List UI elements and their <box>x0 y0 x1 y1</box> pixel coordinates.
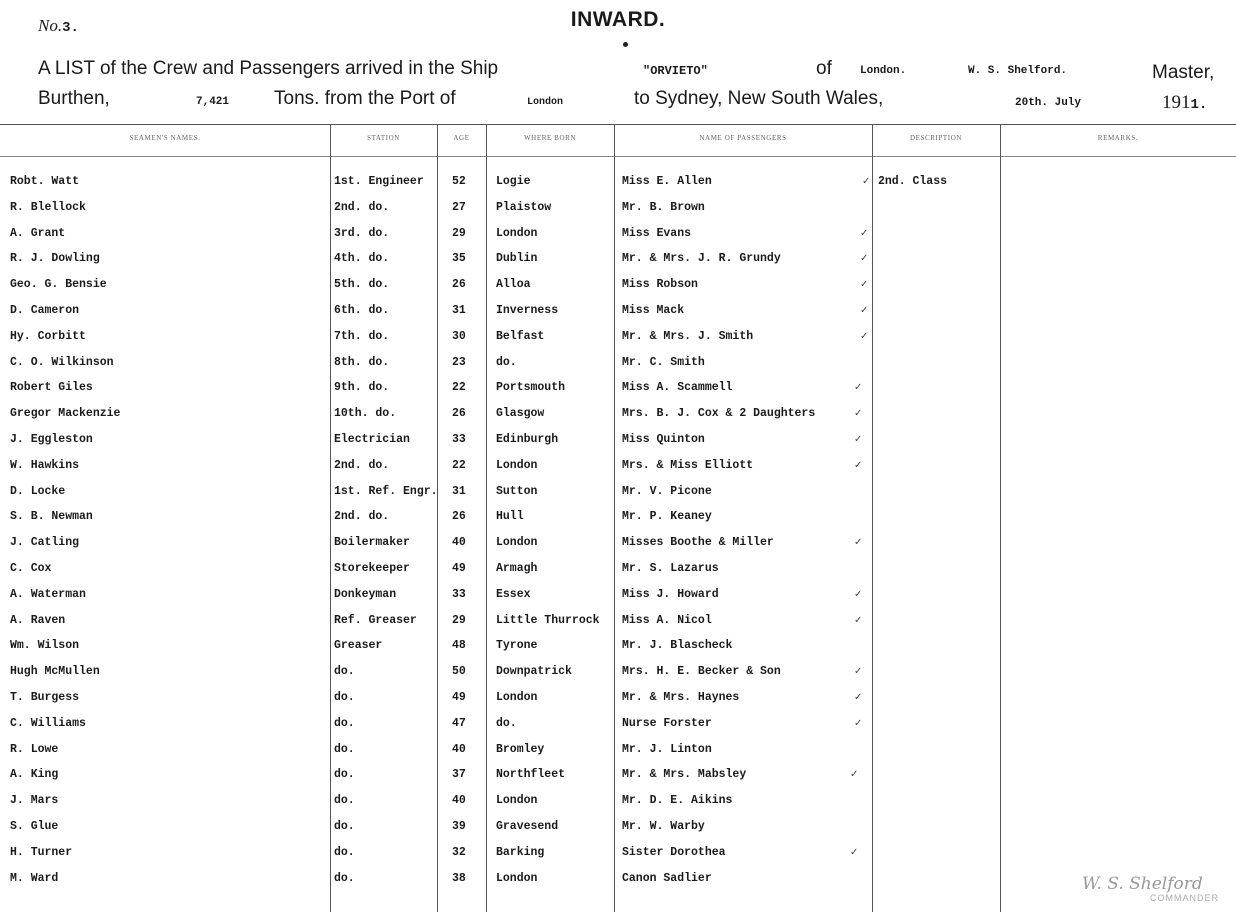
master-name: W. S. Shelford. <box>968 65 1068 77</box>
cell-station: 1st. Ref. Engr. <box>334 485 438 498</box>
checkmark-icon: ✓ <box>854 434 863 445</box>
cell-age: 23 <box>452 356 466 369</box>
cell-seaman: Hy. Corbitt <box>10 330 86 343</box>
cell-born: London <box>496 872 538 885</box>
cell-seaman: R. J. Dowling <box>10 252 100 265</box>
cell-passenger: Mr. V. Picone <box>622 485 712 498</box>
cell-station: do. <box>334 820 355 833</box>
cell-age: 35 <box>452 252 466 265</box>
cell-born: Belfast <box>496 330 545 343</box>
tonnage: 7,421 <box>196 96 230 108</box>
cell-born: London <box>496 227 538 240</box>
cell-passenger: Miss E. Allen <box>622 175 712 188</box>
cell-passenger: Mr. C. Smith <box>622 356 705 369</box>
cell-passenger: Mr. & Mrs. Haynes <box>622 691 740 704</box>
cell-station: Storekeeper <box>334 562 410 575</box>
column-header-station: STATION <box>367 134 400 142</box>
cell-seaman: R. Blellock <box>10 201 86 214</box>
master-signature-title: COMMANDER <box>1150 893 1219 903</box>
cell-passenger: Nurse Forster <box>622 717 712 730</box>
cell-passenger: Mr. D. E. Aikins <box>622 794 733 807</box>
cell-passenger: Mr. J. Blascheck <box>622 639 733 652</box>
cell-passenger: Miss Mack <box>622 304 685 317</box>
cell-seaman: D. Locke <box>10 485 66 498</box>
checkmark-icon: ✓ <box>860 228 869 239</box>
table-header-rule <box>0 156 1236 157</box>
arrival-date: 20th. July <box>1015 97 1082 109</box>
cell-station: do. <box>334 794 355 807</box>
cell-station: do. <box>334 691 355 704</box>
cell-station: 10th. do. <box>334 407 397 420</box>
cell-passenger: Miss J. Howard <box>622 588 719 601</box>
cell-passenger: Miss A. Scammell <box>622 381 733 394</box>
cell-station: 9th. do. <box>334 381 390 394</box>
checkmark-icon: ✓ <box>850 847 859 858</box>
cell-born: Plaistow <box>496 201 552 214</box>
cell-seaman: H. Turner <box>10 846 73 859</box>
column-divider <box>1000 124 1001 912</box>
cell-age: 22 <box>452 381 466 394</box>
year-prefix: 191 <box>1162 92 1191 113</box>
cell-age: 22 <box>452 459 466 472</box>
cell-seaman: A. Waterman <box>10 588 86 601</box>
cell-station: Ref. Greaser <box>334 614 417 627</box>
cell-born: Armagh <box>496 562 538 575</box>
cell-passenger: Miss Robson <box>622 278 698 291</box>
cell-seaman: C. Cox <box>10 562 52 575</box>
cell-station: do. <box>334 717 355 730</box>
column-header-remarks: REMARKS. <box>1097 134 1139 142</box>
cell-station: 1st. Engineer <box>334 175 424 188</box>
cell-age: 50 <box>452 665 466 678</box>
cell-passenger: Mr. B. Brown <box>622 201 705 214</box>
column-divider <box>330 124 331 912</box>
cell-born: do. <box>496 717 517 730</box>
cell-seaman: M. Ward <box>10 872 59 885</box>
cell-seaman: R. Lowe <box>10 743 59 756</box>
cell-station: 8th. do. <box>334 356 390 369</box>
cell-station: do. <box>334 846 355 859</box>
cell-seaman: Robert Giles <box>10 381 93 394</box>
column-header-born: WHERE BORN <box>523 134 577 142</box>
cell-age: 40 <box>452 536 466 549</box>
cell-seaman: J. Mars <box>10 794 59 807</box>
cell-seaman: Geo. G. Bensie <box>10 278 107 291</box>
cell-born: London <box>496 794 538 807</box>
checkmark-icon: ✓ <box>860 279 869 290</box>
cell-age: 40 <box>452 794 466 807</box>
cell-age: 39 <box>452 820 466 833</box>
cell-born: Alloa <box>496 278 531 291</box>
checkmark-icon: ✓ <box>860 253 869 264</box>
cell-age: 33 <box>452 433 466 446</box>
cell-born: Downpatrick <box>496 665 572 678</box>
cell-age: 32 <box>452 846 466 859</box>
master-label: Master, <box>1152 62 1215 83</box>
cell-age: 30 <box>452 330 466 343</box>
cell-age: 40 <box>452 743 466 756</box>
column-divider <box>614 124 615 912</box>
cell-seaman: D. Cameron <box>10 304 80 317</box>
cell-passenger: Mrs. & Miss Elliott <box>622 459 754 472</box>
cell-description: 2nd. Class <box>878 175 948 188</box>
cell-seaman: J. Catling <box>10 536 80 549</box>
checkmark-icon: ✓ <box>854 382 863 393</box>
cell-age: 27 <box>452 201 466 214</box>
checkmark-icon: ✓ <box>850 769 859 780</box>
cell-station: Donkeyman <box>334 588 397 601</box>
cell-station: do. <box>334 665 355 678</box>
checkmark-icon: ✓ <box>860 331 869 342</box>
cell-age: 29 <box>452 227 466 240</box>
form-number-value: 3. <box>62 20 79 36</box>
checkmark-icon: ✓ <box>854 408 863 419</box>
column-header-seamen: SEAMEN'S NAMES. <box>129 134 201 142</box>
form-number-label: No. <box>38 16 63 35</box>
cell-born: Glasgow <box>496 407 545 420</box>
cell-age: 31 <box>452 485 466 498</box>
cell-born: Bromley <box>496 743 545 756</box>
cell-age: 31 <box>452 304 466 317</box>
cell-born: Inverness <box>496 304 559 317</box>
cell-passenger: Mr. & Mrs. Mabsley <box>622 768 747 781</box>
master-signature: W. S. Shelford <box>1082 874 1203 894</box>
ship-name: "ORVIETO" <box>643 64 708 78</box>
page-title: INWARD. <box>570 8 666 31</box>
cell-age: 33 <box>452 588 466 601</box>
cell-born: Sutton <box>496 485 538 498</box>
cell-born: Essex <box>496 588 531 601</box>
cell-age: 26 <box>452 407 466 420</box>
header-of-text: of <box>816 58 832 79</box>
cell-station: Greaser <box>334 639 383 652</box>
cell-passenger: Mr. S. Lazarus <box>622 562 719 575</box>
cell-born: Dublin <box>496 252 538 265</box>
cell-station: 2nd. do. <box>334 459 390 472</box>
cell-seaman: J. Eggleston <box>10 433 93 446</box>
cell-passenger: Miss A. Nicol <box>622 614 712 627</box>
cell-station: 3rd. do. <box>334 227 390 240</box>
cell-born: Tyrone <box>496 639 538 652</box>
table-top-rule <box>0 124 1236 125</box>
checkmark-icon: ✓ <box>854 666 863 677</box>
column-divider <box>486 124 487 912</box>
cell-station: 6th. do. <box>334 304 390 317</box>
port-of-registry: London. <box>860 65 907 77</box>
cell-seaman: C. Williams <box>10 717 86 730</box>
cell-station: Electrician <box>334 433 410 446</box>
cell-age: 49 <box>452 562 466 575</box>
cell-born: Barking <box>496 846 545 859</box>
cell-seaman: S. Glue <box>10 820 59 833</box>
cell-seaman: W. Hawkins <box>10 459 80 472</box>
cell-station: 5th. do. <box>334 278 390 291</box>
cell-station: 4th. do. <box>334 252 390 265</box>
cell-passenger: Miss Quinton <box>622 433 705 446</box>
checkmark-icon: ✓ <box>854 460 863 471</box>
cell-station: do. <box>334 872 355 885</box>
cell-passenger: Mrs. H. E. Becker & Son <box>622 665 781 678</box>
cell-passenger: Sister Dorothea <box>622 846 726 859</box>
cell-born: London <box>496 691 538 704</box>
cell-station: Boilermaker <box>334 536 410 549</box>
cell-born: Little Thurrock <box>496 614 600 627</box>
cell-age: 38 <box>452 872 466 885</box>
from-port: London <box>527 97 564 108</box>
cell-age: 47 <box>452 717 466 730</box>
cell-seaman: A. King <box>10 768 59 781</box>
cell-age: 52 <box>452 175 466 188</box>
cell-seaman: Gregor Mackenzie <box>10 407 121 420</box>
cell-passenger: Mr. P. Keaney <box>622 510 712 523</box>
cell-age: 26 <box>452 510 466 523</box>
cell-passenger: Mr. J. Linton <box>622 743 712 756</box>
checkmark-icon: ✓ <box>854 718 863 729</box>
cell-seaman: C. O. Wilkinson <box>10 356 114 369</box>
cell-born: Portsmouth <box>496 381 566 394</box>
burthen-label: Burthen, <box>38 88 110 109</box>
checkmark-icon: ✓ <box>862 176 871 187</box>
cell-age: 48 <box>452 639 466 652</box>
cell-seaman: S. B. Newman <box>10 510 93 523</box>
tons-from-text: Tons. from the Port of <box>274 88 456 109</box>
cell-seaman: Wm. Wilson <box>10 639 80 652</box>
cell-born: London <box>496 459 538 472</box>
year-suffix: 1. <box>1190 97 1208 113</box>
cell-station: 7th. do. <box>334 330 390 343</box>
checkmark-icon: ✓ <box>854 615 863 626</box>
cell-born: London <box>496 536 538 549</box>
checkmark-icon: ✓ <box>860 305 869 316</box>
column-header-description: DESCRIPTION <box>909 134 963 142</box>
cell-station: do. <box>334 768 355 781</box>
cell-born: Hull <box>496 510 524 523</box>
cell-station: 2nd. do. <box>334 510 390 523</box>
checkmark-icon: ✓ <box>854 692 863 703</box>
header-line1-text: A LIST of the Crew and Passengers arrived in the Ship <box>38 58 499 79</box>
cell-seaman: A. Raven <box>10 614 66 627</box>
cell-passenger: Mr. & Mrs. J. R. Grundy <box>622 252 781 265</box>
cell-seaman: Robt. Watt <box>10 175 80 188</box>
cell-seaman: A. Grant <box>10 227 66 240</box>
arrival-year <box>1162 92 1207 114</box>
cell-passenger: Mrs. B. J. Cox & 2 Daughters <box>622 407 816 420</box>
cell-passenger: Mr. W. Warby <box>622 820 705 833</box>
cell-born: do. <box>496 356 517 369</box>
cell-age: 37 <box>452 768 466 781</box>
cell-passenger: Misses Boothe & Miller <box>622 536 774 549</box>
cell-born: Gravesend <box>496 820 559 833</box>
cell-passenger: Mr. & Mrs. J. Smith <box>622 330 754 343</box>
cell-station: 2nd. do. <box>334 201 390 214</box>
cell-seaman: Hugh McMullen <box>10 665 100 678</box>
cell-age: 29 <box>452 614 466 627</box>
destination-text: to Sydney, New South Wales, <box>634 88 884 109</box>
column-header-age: AGE <box>453 134 470 142</box>
checkmark-icon: ✓ <box>854 537 863 548</box>
column-header-passengers: NAME OF PASSENGERS <box>699 134 787 142</box>
cell-born: Northfleet <box>496 768 566 781</box>
cell-passenger: Canon Sadlier <box>622 872 712 885</box>
column-divider <box>872 124 873 912</box>
cell-born: Logie <box>496 175 531 188</box>
title-ornament <box>590 44 664 46</box>
cell-station: do. <box>334 743 355 756</box>
cell-born: Edinburgh <box>496 433 559 446</box>
cell-seaman: T. Burgess <box>10 691 80 704</box>
checkmark-icon: ✓ <box>854 589 863 600</box>
cell-passenger: Miss Evans <box>622 227 692 240</box>
cell-age: 49 <box>452 691 466 704</box>
column-divider <box>437 124 438 912</box>
cell-age: 26 <box>452 278 466 291</box>
